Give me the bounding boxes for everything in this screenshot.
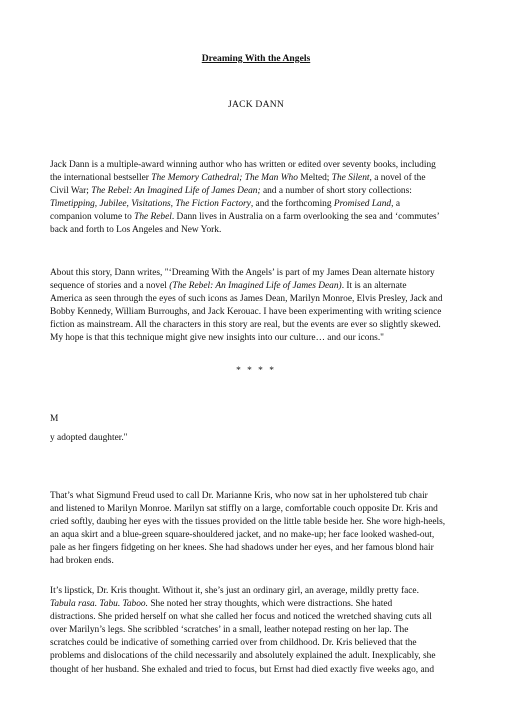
story-line: pale as her fingers fidgeting on her knees. She had shadows under her eyes, and her famous blond hair (50, 543, 434, 554)
about-line: About this story, Dann writes, "‘Dreaming With the Angels’ is part of my James Dean alternate history (50, 268, 435, 278)
story-line: an aqua skirt and a blue-green square-shouldered jacket, and no make-up; her face looked washed-out, (50, 530, 435, 541)
bio-line: Civil War; The Rebel: An Imagined Life of James Dean; and a number of short story collections: (50, 186, 412, 197)
bio-line: companion volume to The Rebel. Dann lives in Australia on a farm overlooking the sea and ‘commutes’ (50, 212, 440, 223)
story-line: It’s lipstick, Dr. Kris thought. Without it, she’s just an ordinary girl, an average, mildly pretty face. (50, 586, 419, 596)
story-line: That’s what Sigmund Freud used to call Dr. Marianne Kris, who now sat in her upholstered tub chair (50, 491, 428, 501)
opening-line: y adopted daughter." (50, 433, 128, 443)
story-line: scratches could be indicative of something carried over from childhood. Dr. Kris believed that the (50, 638, 417, 649)
bio-line: the international bestseller The Memory Cathedral; The Man Who Melted; The Silent, a novel of the (50, 173, 426, 184)
about-line: sequence of stories and a novel (The Rebel: An Imagined Life of James Dean). It is an alternate (50, 281, 407, 292)
about-line: My hope is that this technique might give new insights into our culture… and our icons." (50, 333, 384, 344)
story-line: Tabula rasa. Tabu. Taboo. She noted her stray thoughts, which were distractions. She hated (50, 599, 393, 610)
drop-cap-letter: M (50, 414, 59, 424)
author-bio-paragraph (50, 159, 470, 238)
about-line: Bobby Kennedy, William Burroughs, and Jack Kerouac. I have been experimenting with writing science (50, 307, 442, 318)
story-line: and listened to Marilyn Monroe. Marilyn sat stiffly on a large, comfortable couch opposite Dr. Kris and (50, 504, 438, 515)
about-line: fiction as mainstream. All the characters in this story are real, but the events are ever so slightly skewed. (50, 320, 441, 331)
about-story-paragraph (50, 267, 470, 346)
story-title: Dreaming With the Angels (201, 53, 311, 64)
lipstick-paragraph (50, 585, 470, 677)
section-separator: * * * * (236, 366, 276, 376)
bio-line: Jack Dann is a multiple-award winning author who has written or edited over seventy books, including (50, 160, 436, 170)
about-line: America as seen through the eyes of such icons as James Dean, Marilyn Monroe, Elvis Presley, Jack and (50, 294, 443, 305)
bio-line: back and forth to Los Angeles and New York. (50, 225, 222, 236)
story-line: had broken ends. (50, 556, 114, 567)
story-line: distractions. She prided herself on what she called her focus and noticed the wretched shaving cuts all (50, 612, 432, 623)
opening-line-paragraph (50, 432, 470, 445)
story-line: thought of her husband. She exhaled and tried to focus, but Ernst had died exactly five weeks ago, and (50, 664, 435, 675)
story-line: problems and dislocations of the child necessarily and absolutely explained the adult. Inexplicably, she (50, 651, 436, 662)
bio-line: Timetipping, Jubilee, Visitations, The Fiction Factory, and the forthcoming Promised Land, a (50, 199, 400, 210)
freud-paragraph (50, 490, 470, 569)
author-name: JACK DANN (228, 99, 284, 110)
story-line: cried softly, daubing her eyes with the tissues provided on the little table beside her. She wore high-heels, (50, 517, 446, 528)
story-line: over Marilyn’s legs. She scribbled ‘scratches’ in a small, leather notepad resting on her lap. The (50, 625, 409, 636)
